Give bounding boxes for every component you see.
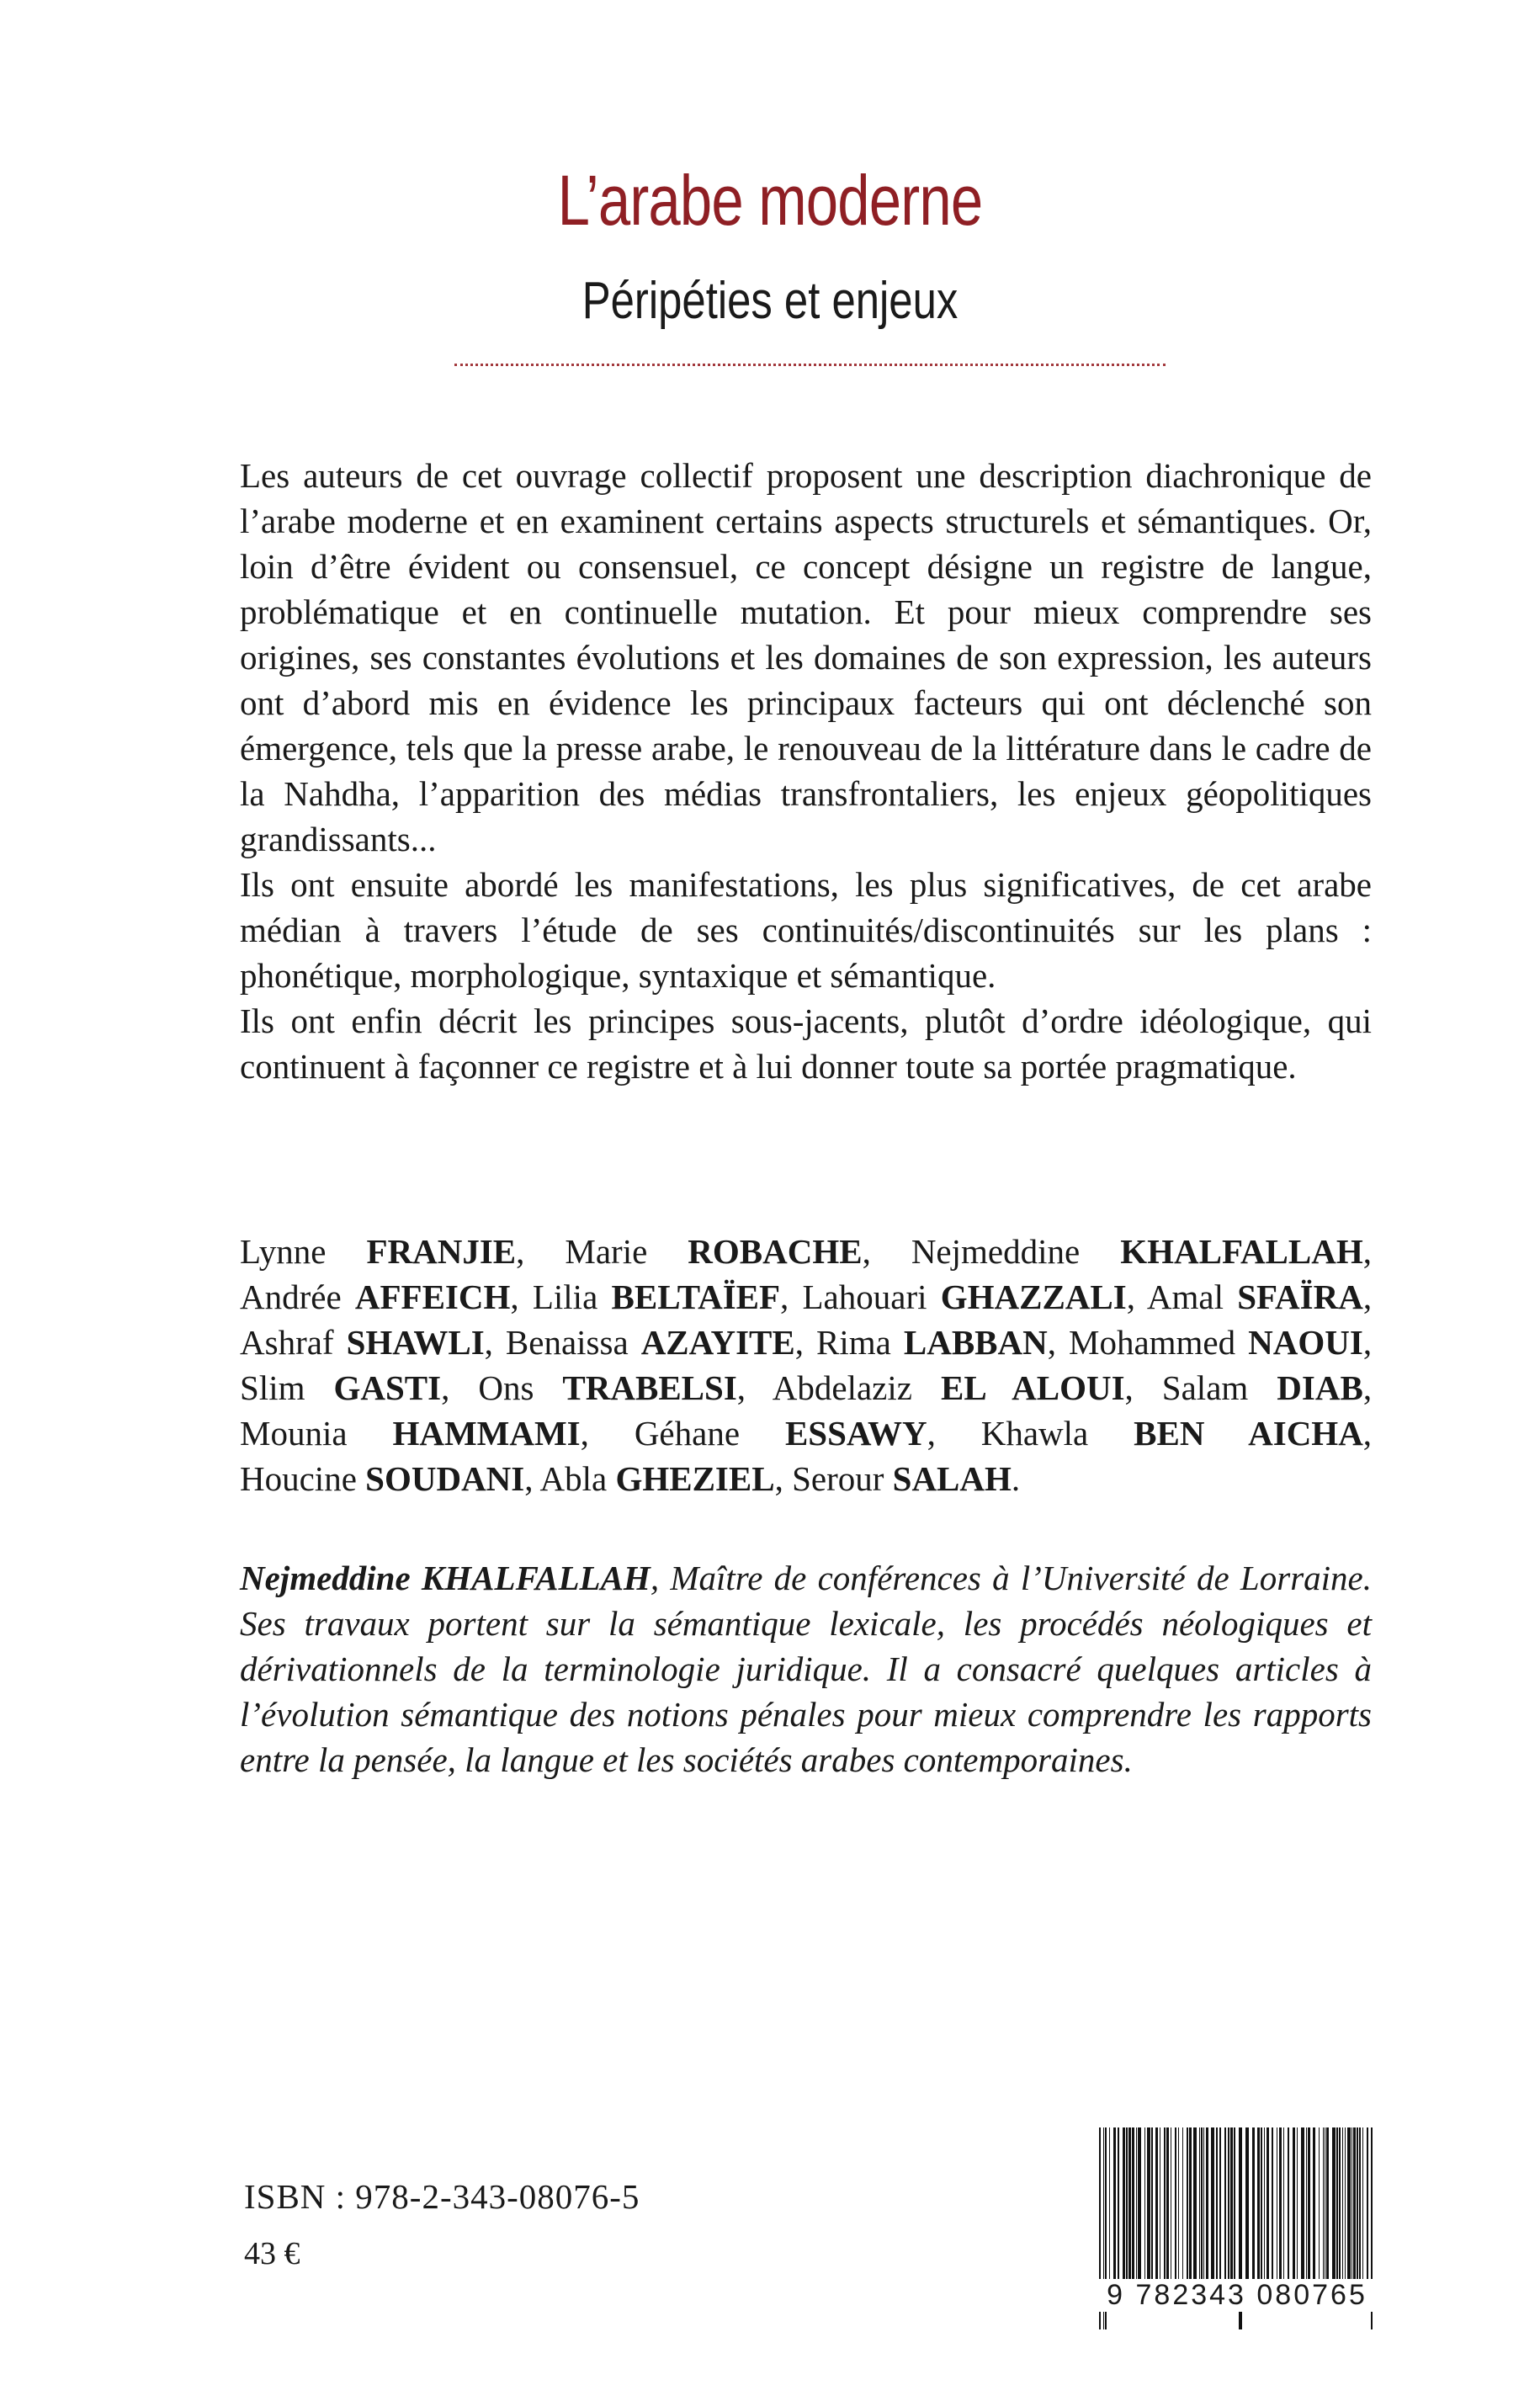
- author-first-name: Abdelaziz: [772, 1368, 912, 1407]
- author-last-name: GHEZIEL: [615, 1459, 775, 1498]
- author-entry: Ashraf SHAWLI,: [240, 1323, 506, 1362]
- author-last-name: SALAH: [892, 1459, 1012, 1498]
- author-entry: Amal SFAÏRA,: [1146, 1277, 1373, 1316]
- author-entry: Abla GHEZIEL,: [539, 1459, 793, 1498]
- description-paragraph: Ils ont enfin décrit les principes sous-jacents, plutôt d’ordre idéologique, qui continuent à façonner ce registre et à lui donner toute sa portée pragmatique.: [240, 1001, 1372, 1086]
- author-last-name: AFFEICH: [354, 1277, 511, 1316]
- author-last-name: SOUDANI: [365, 1459, 525, 1498]
- author-first-name: Lynne: [240, 1232, 327, 1271]
- author-last-name: SFAÏRA: [1237, 1277, 1363, 1316]
- author-last-name: FRANJIE: [366, 1232, 517, 1271]
- author-last-name: AZAYITE: [640, 1323, 795, 1362]
- author-first-name: Slim: [240, 1368, 305, 1407]
- price: 43 €: [244, 2236, 300, 2271]
- barcode-digits: 9 782343 080765: [1094, 2279, 1380, 2312]
- author-entry: Slim GASTI,: [240, 1368, 479, 1407]
- author-entry: Serour SALAH.: [792, 1459, 1021, 1498]
- author-entry: Houcine SOUDANI,: [240, 1459, 540, 1498]
- author-last-name: NAOUI: [1248, 1323, 1363, 1362]
- author-first-name: Lilia: [532, 1277, 598, 1316]
- description: [240, 453, 1372, 1089]
- author-last-name: DIAB: [1277, 1368, 1363, 1407]
- author-entry: Khawla BEN AICHA,: [980, 1414, 1373, 1453]
- author-first-name: Khawla: [980, 1414, 1089, 1453]
- author-entry: Ons TRABELSI,: [478, 1368, 773, 1407]
- author-first-name: Houcine: [240, 1459, 357, 1498]
- authors-list: [240, 1229, 1372, 1501]
- author-entry: Mounia HAMMAMI,: [240, 1414, 635, 1453]
- book-title: L’arabe moderne: [557, 161, 983, 240]
- author-last-name: EL ALOUI: [940, 1368, 1125, 1407]
- author-first-name: Ashraf: [240, 1323, 334, 1362]
- author-entry: Abdelaziz EL ALOUI,: [772, 1368, 1162, 1407]
- author-first-name: Lahouari: [802, 1277, 927, 1316]
- author-last-name: TRABELSI: [562, 1368, 737, 1407]
- bio-text: , Maître de conférences à l’Université de Lorraine. Ses travaux portent sur la sémantique lexicale, les procédés néologiques et dérivationnels de la terminologie juridique. Il a consacré quelques articles à l’évolution sémantique des notions pénales pour mieux comprendre les rapports entre la pensée, la langue et les sociétés arabes contemporaines.: [240, 1559, 1372, 1779]
- author-first-name: Géhane: [634, 1414, 741, 1453]
- author-entry: Lilia BELTAÏEF,: [532, 1277, 803, 1316]
- author-first-name: Abla: [539, 1459, 608, 1498]
- author-entry: Lynne FRANJIE,: [240, 1232, 566, 1271]
- author-first-name: Mounia: [240, 1414, 348, 1453]
- author-entry: Mohammed NAOUI,: [1069, 1323, 1373, 1362]
- author-last-name: KHALFALLAH: [1120, 1232, 1363, 1271]
- author-entry: Andrée AFFEICH,: [240, 1277, 533, 1316]
- author-first-name: Nejmeddine: [911, 1232, 1081, 1271]
- bio-name: Nejmeddine KHALFALLAH: [240, 1559, 651, 1597]
- author-first-name: Benaissa: [505, 1323, 629, 1362]
- author-entry: Benaissa AZAYITE,: [505, 1323, 817, 1362]
- isbn: ISBN : 978-2-343-08076-5: [244, 2177, 640, 2216]
- author-last-name: ESSAWY: [784, 1414, 927, 1453]
- author-entry: Rima LABBAN,: [816, 1323, 1069, 1362]
- author-first-name: Amal: [1146, 1277, 1224, 1316]
- author-bio: [240, 1555, 1372, 1782]
- book-subtitle: Péripéties et enjeux: [581, 272, 959, 330]
- author-first-name: Andrée: [240, 1277, 342, 1316]
- description-paragraph: Ils ont ensuite abordé les manifestations, les plus significatives, de cet arabe médian à travers l’étude de ses continuités/discontinuités sur les plans : phonétique, morphologique, syntaxique et sémantique.: [240, 865, 1372, 995]
- author-entry: Lahouari GHAZZALI,: [802, 1277, 1147, 1316]
- author-entry: Nejmeddine KHALFALLAH,: [911, 1232, 1372, 1271]
- author-last-name: ROBACHE: [688, 1232, 863, 1271]
- author-last-name: HAMMAMI: [392, 1414, 581, 1453]
- author-entry: Salam DIAB,: [1161, 1368, 1373, 1407]
- author-entry: Marie ROBACHE,: [565, 1232, 911, 1271]
- author-last-name: LABBAN: [903, 1323, 1048, 1362]
- dotted-divider: [454, 364, 1166, 366]
- author-first-name: Salam: [1161, 1368, 1249, 1407]
- author-first-name: Mohammed: [1069, 1323, 1236, 1362]
- author-first-name: Serour: [792, 1459, 884, 1498]
- author-first-name: Ons: [478, 1368, 534, 1407]
- author-last-name: SHAWLI: [346, 1323, 485, 1362]
- author-entry: Géhane ESSAWY,: [634, 1414, 981, 1453]
- author-last-name: GASTI: [333, 1368, 442, 1407]
- author-last-name: GHAZZALI: [940, 1277, 1127, 1316]
- author-last-name: BEN AICHA: [1134, 1414, 1363, 1453]
- author-first-name: Rima: [816, 1323, 891, 1362]
- author-first-name: Marie: [565, 1232, 648, 1271]
- author-last-name: BELTAÏEF: [611, 1277, 781, 1316]
- description-paragraph: Les auteurs de cet ouvrage collectif proposent une description diachronique de l’arabe moderne et en examinent certains aspects structurels et sémantiques. Or, loin d’être évident ou consensuel, ce concept désigne un registre de langue, problématique et en continuelle mutation. Et pour mieux comprendre ses origines, ses constantes évolutions et les domaines de son expression, les auteurs ont d’abord mis en évidence les principaux facteurs qui ont déclenché son émergence, tels que la presse arabe, le renouveau de la littérature dans le cadre de la Nahdha, l’apparition des médias transfrontaliers, les enjeux géopolitiques grandissants...: [240, 456, 1372, 858]
